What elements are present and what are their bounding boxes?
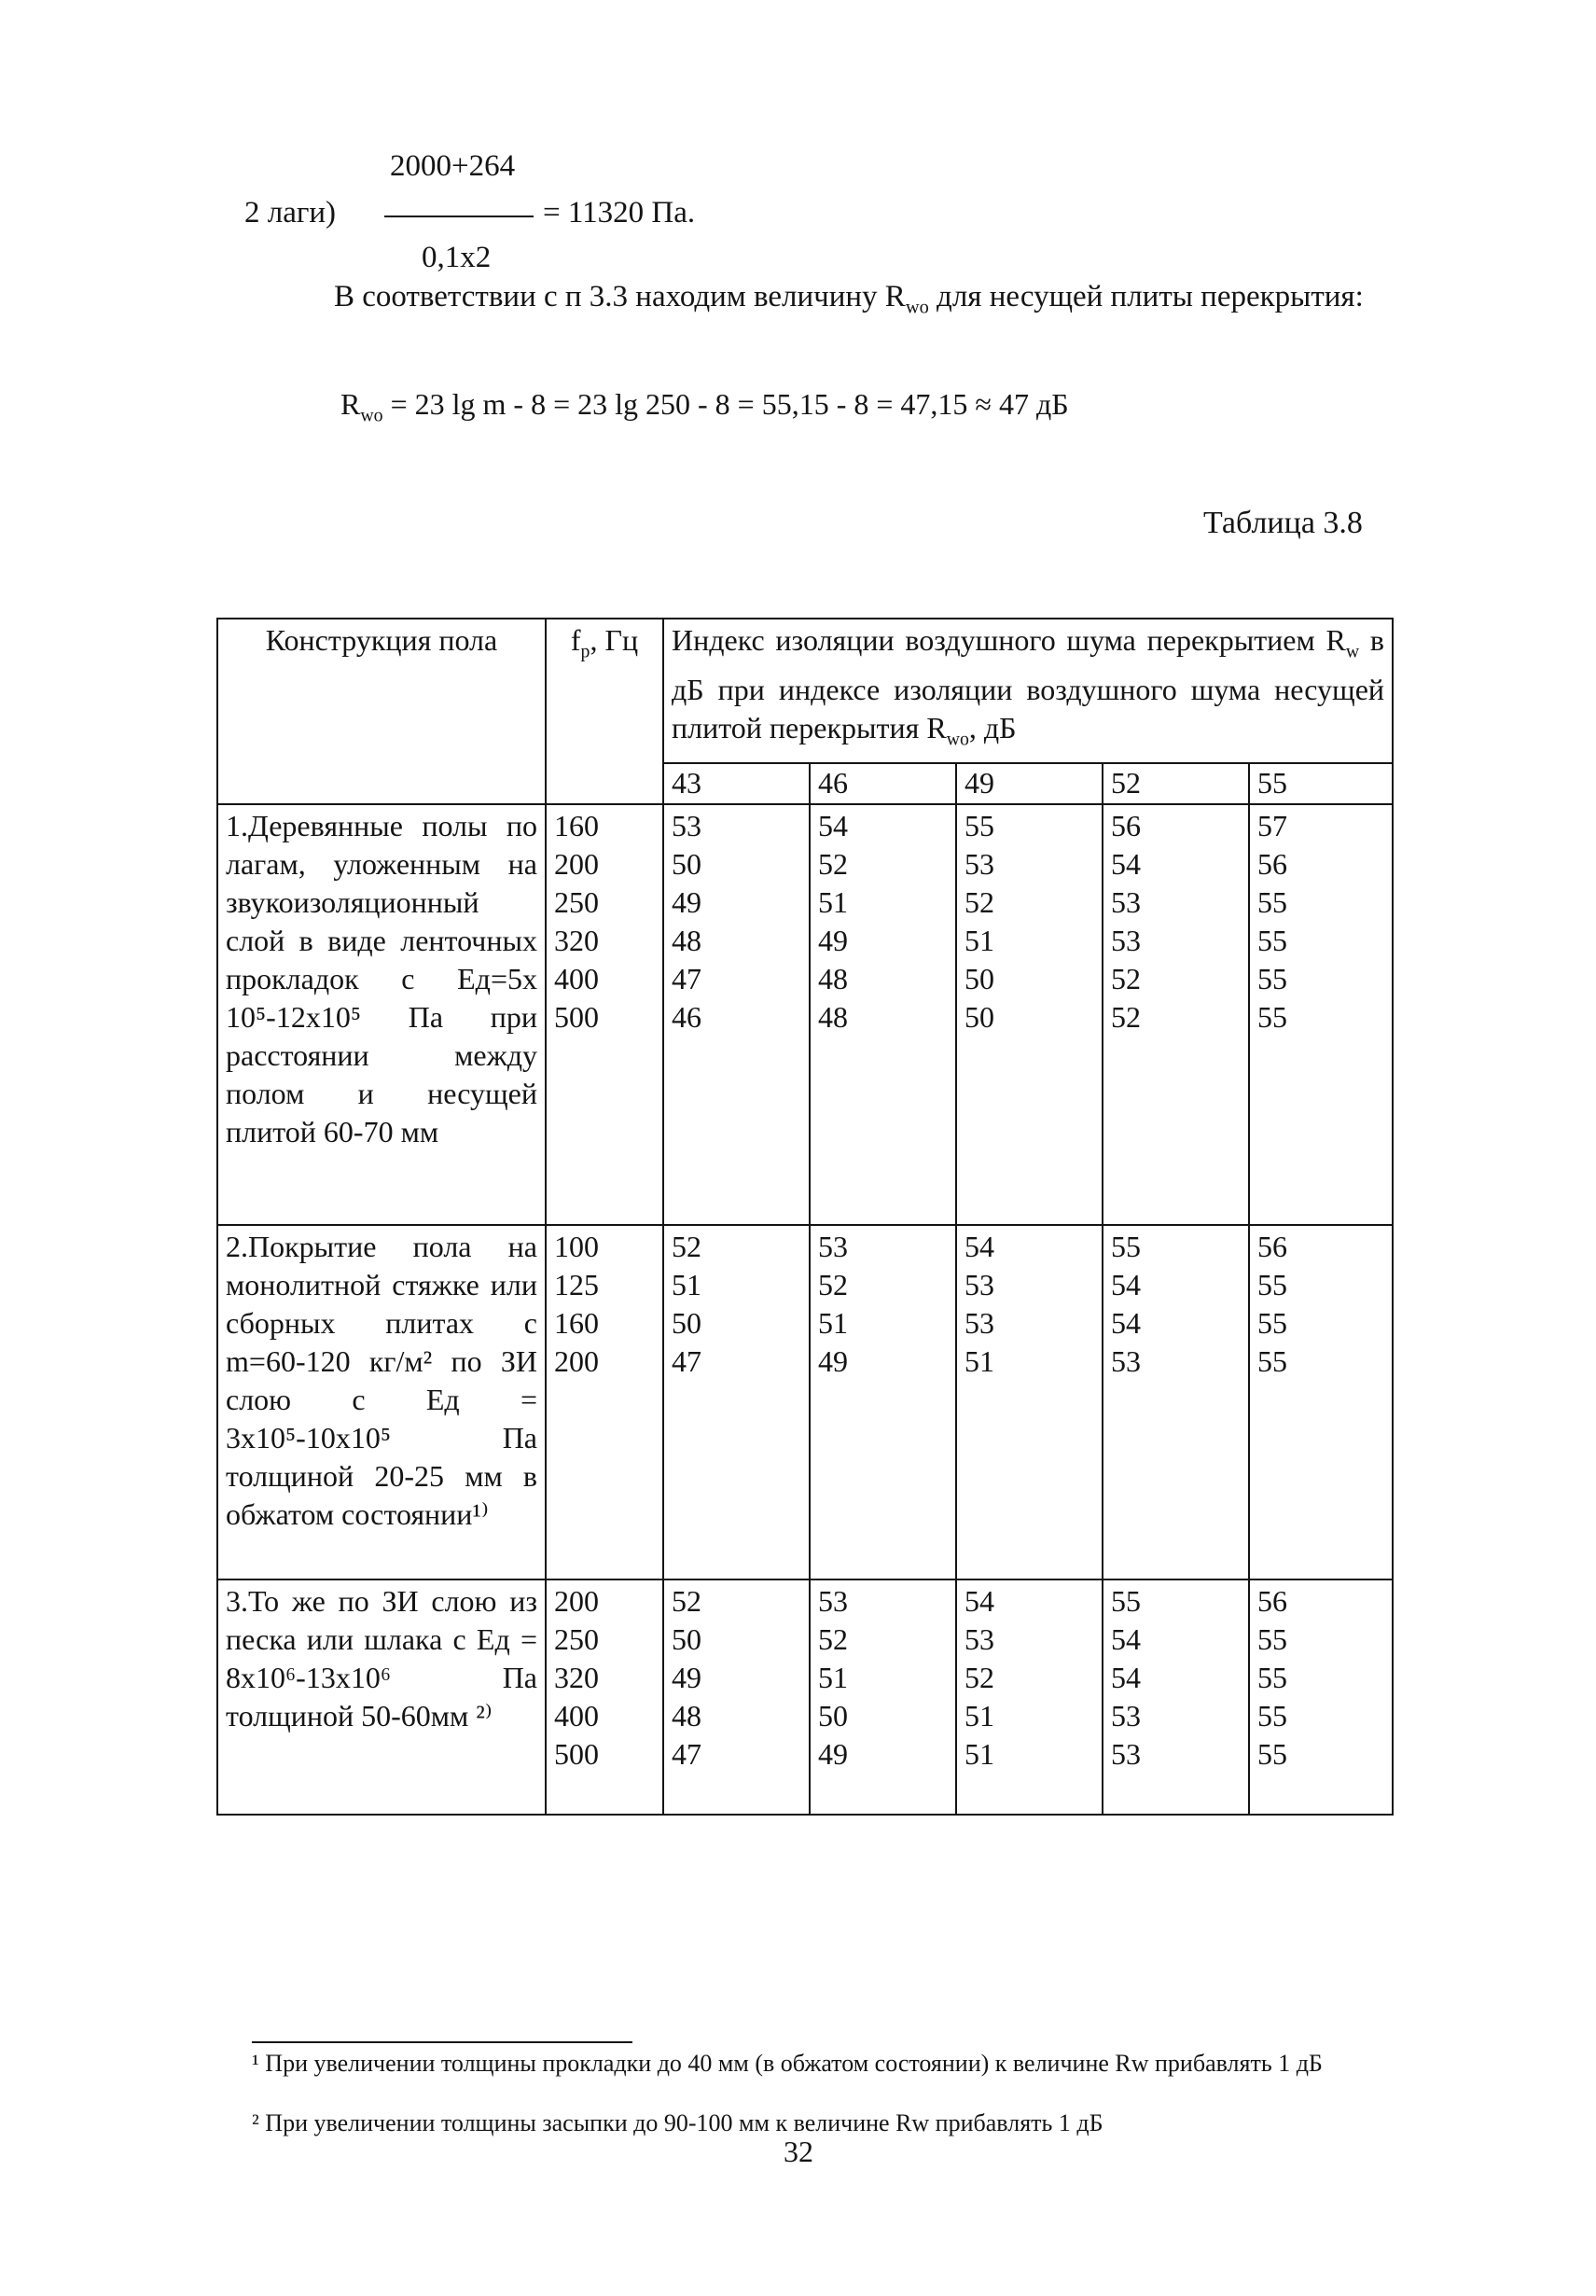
index-value: 53 [1111, 1344, 1141, 1379]
index-value: 50 [672, 1306, 701, 1341]
header-frequency [546, 619, 663, 804]
subheader-cell: 46 [810, 763, 956, 803]
index-value: 53 [965, 846, 994, 881]
formula-result: = 11320 Па. [543, 196, 696, 230]
index-value: 55 [1257, 923, 1287, 957]
rwo-lhs-subscript: wo [360, 405, 383, 426]
frequency-value: 160 [554, 808, 599, 842]
index-cell [1103, 804, 1249, 1226]
index-value: 52 [965, 884, 994, 919]
index-value: 56 [1257, 1583, 1287, 1618]
index-value: 54 [1111, 846, 1141, 881]
index-value: 48 [818, 999, 848, 1034]
index-value: 55 [1257, 1736, 1287, 1771]
table-row [217, 1225, 1393, 1579]
index-value: 50 [818, 1698, 848, 1732]
header-index-tail: , дБ [968, 711, 1017, 745]
index-value: 55 [1257, 1621, 1287, 1656]
index-value: 46 [672, 999, 701, 1034]
rwo-rhs: = 23 lg m - 8 = 23 lg 250 - 8 = 55,15 - 8 = 47,15 ≈ 47 дБ [382, 387, 1069, 421]
index-cell [810, 1225, 956, 1579]
footnote-2: ² При увеличении толщины засыпки до 90-100 мм к величине Rw прибавлять 1 дБ [252, 2109, 1103, 2136]
index-value: 54 [965, 1230, 994, 1264]
index-value: 51 [965, 1344, 994, 1379]
header-row [217, 619, 1393, 763]
frequency-value: 400 [554, 961, 599, 995]
index-value: 55 [1257, 1698, 1287, 1732]
index-value: 52 [1111, 999, 1141, 1034]
index-value: 55 [965, 808, 994, 842]
index-value: 49 [672, 884, 701, 919]
index-value: 53 [965, 1268, 994, 1302]
index-value: 55 [1257, 1660, 1287, 1694]
index-value: 55 [1257, 884, 1287, 919]
construction-cell: 2.Покрытие пола на монолитной стяжке или сборных плитах с m=60-120 кг/м² по ЗИ слою с Ед = 3х10⁵-10х10⁵ Па толщиной 20-25 мм в обжатом состоянии¹⁾ [217, 1225, 546, 1579]
frequency-value: 200 [554, 1583, 599, 1618]
index-value: 52 [818, 1268, 848, 1302]
index-value: 53 [1111, 1698, 1141, 1732]
formula-label: 2 лаги) [244, 196, 337, 230]
index-cell [1249, 1225, 1393, 1579]
index-value: 53 [1111, 884, 1141, 919]
frequency-value: 200 [554, 1344, 599, 1379]
index-value: 51 [818, 1306, 848, 1341]
index-value: 54 [1111, 1306, 1141, 1341]
index-value: 53 [1111, 923, 1141, 957]
index-value: 55 [1257, 1306, 1287, 1341]
header-index [663, 619, 1393, 763]
table-row [217, 1579, 1393, 1815]
header-index-text: Индекс изоляции воздушного шума перекрытием R [672, 623, 1346, 657]
table-row [217, 804, 1393, 1226]
index-value: 54 [1111, 1621, 1141, 1656]
index-value: 52 [672, 1583, 701, 1618]
index-value: 50 [672, 846, 701, 881]
footnote-divider [252, 2041, 632, 2043]
index-cell [663, 1579, 810, 1815]
index-value: 47 [672, 961, 701, 995]
frequency-value: 400 [554, 1698, 599, 1732]
index-value: 51 [965, 1736, 994, 1771]
index-value: 52 [1111, 961, 1141, 995]
index-value: 47 [672, 1344, 701, 1379]
frequency-value: 250 [554, 1621, 599, 1656]
index-cell [1103, 1225, 1249, 1579]
index-value: 50 [672, 1621, 701, 1656]
frequency-cell [546, 1225, 663, 1579]
frequency-value: 200 [554, 846, 599, 881]
formula-numerator: 2000+264 [390, 149, 516, 183]
header-index-mid: в дБ при индексе изоляции воздушного шума несущей плитой перекрытия R [672, 623, 1385, 745]
frequency-value: 125 [554, 1268, 599, 1302]
index-cell [1249, 804, 1393, 1226]
index-cell [810, 1579, 956, 1815]
index-value: 51 [672, 1268, 701, 1302]
index-value: 54 [1111, 1660, 1141, 1694]
index-cell [810, 804, 956, 1226]
index-value: 56 [1257, 846, 1287, 881]
footnote-1: ¹ При увеличении толщины прокладки до 40 мм (в обжатом состоянии) к величине Rw прибавлять 1 дБ [252, 2050, 1323, 2077]
header-frequency-tail: , Гц [590, 623, 639, 657]
index-value: 51 [818, 1660, 848, 1694]
paragraph-tail: для несущей плиты перекрытия: [928, 280, 1364, 313]
index-value: 52 [965, 1660, 994, 1694]
index-value: 53 [965, 1621, 994, 1656]
index-value: 49 [818, 923, 848, 957]
index-value: 50 [965, 999, 994, 1034]
index-value: 49 [672, 1660, 701, 1694]
index-value: 52 [672, 1230, 701, 1264]
frequency-cell [546, 1579, 663, 1815]
header-construction: Конструкция пола [217, 619, 546, 804]
header-frequency-sub: р [580, 641, 590, 662]
index-value: 54 [1111, 1268, 1141, 1302]
index-cell [956, 1579, 1103, 1815]
frequency-value: 160 [554, 1306, 599, 1341]
index-cell [663, 804, 810, 1226]
index-value: 54 [965, 1583, 994, 1618]
index-cell [956, 804, 1103, 1226]
index-value: 51 [818, 884, 848, 919]
subheader-cell: 49 [956, 763, 1103, 803]
page-number: 32 [784, 2135, 813, 2168]
index-value: 55 [1257, 961, 1287, 995]
index-value: 55 [1111, 1583, 1141, 1618]
frequency-cell [546, 804, 663, 1226]
header-index-sub: w [1345, 641, 1360, 662]
index-value: 53 [818, 1583, 848, 1618]
subheader-cell: 55 [1249, 763, 1393, 803]
fraction-bar [384, 216, 534, 217]
rwo-lhs: R [340, 387, 361, 421]
index-value: 54 [818, 808, 848, 842]
index-value: 55 [1111, 1230, 1141, 1264]
index-cell [663, 1225, 810, 1579]
header-frequency-f: f [570, 623, 581, 657]
frequency-value: 320 [554, 1660, 599, 1694]
frequency-value: 320 [554, 923, 599, 957]
index-value: 51 [965, 923, 994, 957]
index-value: 56 [1111, 808, 1141, 842]
construction-cell: 1.Деревянные полы по лагам, уложенным на звукоизоляционный слой в виде ленточных прокладок с Ед=5х 10⁵-12х10⁵ Па при расстоянии между полом и несущей плитой 60-70 мм [217, 804, 546, 1226]
subheader-cell: 52 [1103, 763, 1249, 803]
paragraph-subscript: wo [905, 297, 929, 318]
index-value: 48 [818, 961, 848, 995]
frequency-value: 100 [554, 1230, 599, 1264]
index-value: 53 [672, 808, 701, 842]
frequency-value: 250 [554, 884, 599, 919]
index-value: 51 [965, 1698, 994, 1732]
subheader-cell: 43 [663, 763, 810, 803]
index-value: 53 [965, 1306, 994, 1341]
index-value: 55 [1257, 1344, 1287, 1379]
frequency-value: 500 [554, 999, 599, 1034]
formula-denominator: 0,1х2 [422, 241, 492, 274]
index-value: 55 [1257, 1268, 1287, 1302]
table-caption: Таблица 3.8 [1203, 506, 1363, 540]
index-cell [956, 1225, 1103, 1579]
index-value: 57 [1257, 808, 1287, 842]
body-paragraph [241, 272, 1397, 332]
index-value: 53 [818, 1230, 848, 1264]
index-value: 52 [818, 846, 848, 881]
index-value: 50 [965, 961, 994, 995]
index-value: 52 [818, 1621, 848, 1656]
index-cell [1249, 1579, 1393, 1815]
header-index-sub2: wo [946, 729, 969, 750]
data-table [216, 618, 1394, 1816]
index-value: 56 [1257, 1230, 1287, 1264]
index-value: 55 [1257, 999, 1287, 1034]
frequency-value: 500 [554, 1736, 599, 1771]
construction-cell: 3.То же по ЗИ слою из песка или шлака с Ед = 8х10⁶-13х10⁶ Па толщиной 50-60мм ²⁾ [217, 1579, 546, 1815]
index-value: 48 [672, 1698, 701, 1732]
index-value: 48 [672, 923, 701, 957]
paragraph-text: В соответствии с п 3.3 находим величину R [334, 280, 906, 313]
index-value: 49 [818, 1344, 848, 1379]
index-value: 47 [672, 1736, 701, 1771]
index-value: 53 [1111, 1736, 1141, 1771]
index-cell [1103, 1579, 1249, 1815]
rwo-equation [340, 387, 1069, 426]
index-value: 49 [818, 1736, 848, 1771]
